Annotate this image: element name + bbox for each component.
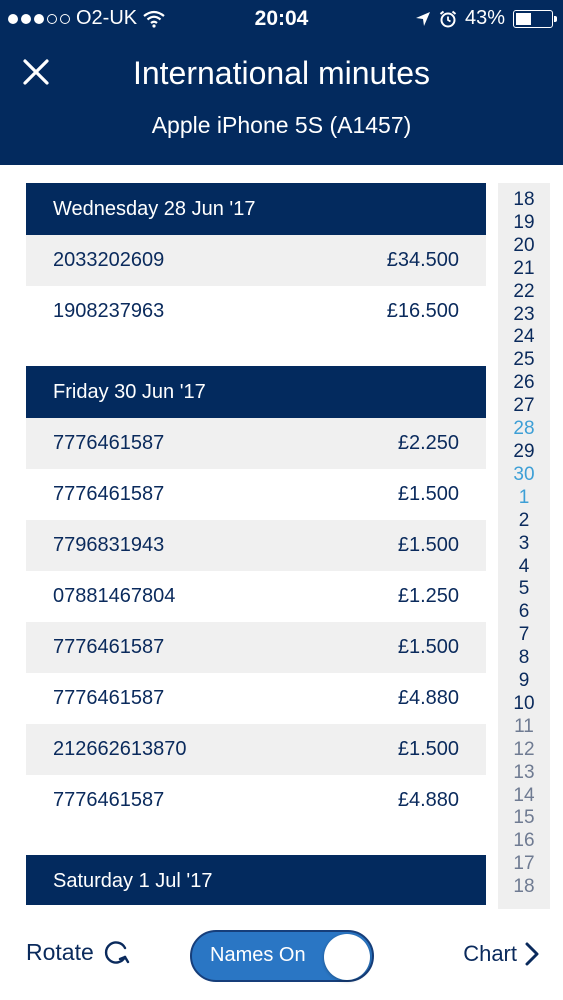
date-index-item[interactable]: 12 bbox=[513, 738, 535, 760]
call-row[interactable] bbox=[26, 673, 486, 724]
page-title: International minutes bbox=[132, 55, 431, 91]
date-index-item[interactable]: 10 bbox=[513, 692, 535, 714]
call-cost: £2.250 bbox=[397, 432, 459, 454]
date-index-item[interactable]: 18 bbox=[513, 876, 535, 898]
call-row[interactable] bbox=[26, 622, 486, 673]
day-header: Friday 30 Jun '17 bbox=[26, 366, 486, 418]
rotate-icon bbox=[104, 940, 130, 966]
app-header bbox=[0, 0, 563, 165]
call-cost: £1.500 bbox=[397, 483, 459, 505]
bottom-toolbar bbox=[0, 922, 563, 1000]
date-index-item[interactable]: 20 bbox=[513, 234, 535, 256]
date-index-item[interactable]: 26 bbox=[513, 372, 535, 394]
section-gap bbox=[26, 826, 486, 855]
day-header: Saturday 1 Jul '17 bbox=[26, 855, 486, 905]
date-index-item[interactable]: 1 bbox=[518, 486, 530, 508]
date-index-scrubber[interactable] bbox=[498, 183, 550, 909]
toggle-knob[interactable] bbox=[324, 934, 370, 980]
date-index-item[interactable]: 9 bbox=[518, 670, 530, 692]
date-index-item[interactable]: 6 bbox=[518, 601, 530, 623]
date-index-item[interactable]: 18 bbox=[513, 189, 535, 210]
date-index-item[interactable]: 16 bbox=[513, 830, 535, 852]
call-cost: £1.500 bbox=[397, 738, 459, 760]
date-index-item[interactable]: 13 bbox=[513, 761, 535, 783]
call-row[interactable] bbox=[26, 418, 486, 469]
call-cost: £4.880 bbox=[397, 789, 459, 811]
date-index-item[interactable]: 23 bbox=[513, 303, 535, 325]
call-cost: £16.500 bbox=[386, 300, 459, 322]
date-index-item[interactable]: 3 bbox=[518, 532, 530, 554]
call-row[interactable] bbox=[26, 724, 486, 775]
device-subtitle: Apple iPhone 5S (A1457) bbox=[151, 112, 412, 138]
names-toggle-label: Names On bbox=[210, 944, 306, 966]
battery-percent: 43% bbox=[464, 7, 505, 29]
date-index-item[interactable]: 25 bbox=[513, 349, 535, 371]
date-index-item[interactable]: 4 bbox=[518, 555, 530, 577]
date-index-item[interactable]: 29 bbox=[513, 440, 535, 462]
chart-label: Chart bbox=[463, 941, 517, 966]
call-number: 212662613870 bbox=[53, 738, 187, 760]
section-gap bbox=[26, 337, 486, 366]
date-index-item[interactable]: 27 bbox=[513, 395, 535, 417]
call-number: 7776461587 bbox=[53, 789, 165, 811]
call-cost: £34.500 bbox=[386, 249, 459, 271]
call-list[interactable] bbox=[26, 183, 486, 905]
date-index-item[interactable]: 14 bbox=[513, 784, 535, 806]
date-index-item[interactable]: 11 bbox=[514, 715, 534, 737]
rotate-button[interactable] bbox=[26, 939, 130, 966]
call-number: 7776461587 bbox=[53, 483, 165, 505]
date-index-item[interactable]: 17 bbox=[513, 853, 535, 875]
call-number: 7796831943 bbox=[53, 534, 165, 556]
call-row[interactable] bbox=[26, 286, 486, 337]
date-index-item[interactable]: 15 bbox=[513, 807, 535, 829]
battery-level-fill bbox=[516, 13, 531, 25]
call-cost: £1.500 bbox=[397, 636, 459, 658]
chevron-right-icon bbox=[525, 942, 539, 966]
date-index-item[interactable]: 28 bbox=[513, 418, 535, 440]
call-number: 1908237963 bbox=[53, 300, 165, 322]
call-row[interactable] bbox=[26, 520, 486, 571]
call-number: 2033202609 bbox=[53, 249, 165, 271]
call-row[interactable] bbox=[26, 235, 486, 286]
call-number: 7776461587 bbox=[53, 636, 165, 658]
location-arrow-icon bbox=[415, 11, 431, 27]
status-right bbox=[415, 7, 553, 30]
battery-icon bbox=[513, 10, 553, 28]
day-header: Wednesday 28 Jun '17 bbox=[26, 183, 486, 235]
date-index-item[interactable]: 7 bbox=[518, 624, 530, 646]
rotate-label: Rotate bbox=[26, 939, 94, 965]
status-bar bbox=[0, 0, 563, 38]
call-number: 7776461587 bbox=[53, 432, 165, 454]
call-number: 07881467804 bbox=[53, 585, 176, 607]
date-index-item[interactable]: 5 bbox=[518, 578, 530, 600]
date-index-item[interactable]: 2 bbox=[518, 509, 530, 531]
date-index-item[interactable]: 21 bbox=[513, 257, 535, 279]
date-index-item[interactable]: 8 bbox=[518, 647, 530, 669]
names-toggle[interactable] bbox=[190, 930, 374, 982]
date-index-item[interactable]: 30 bbox=[513, 463, 535, 485]
date-index-item[interactable]: 22 bbox=[513, 280, 535, 302]
call-cost: £1.500 bbox=[397, 534, 459, 556]
chart-button[interactable] bbox=[463, 941, 539, 967]
call-row[interactable] bbox=[26, 775, 486, 826]
date-index-item[interactable]: 19 bbox=[513, 211, 535, 233]
call-number: 7776461587 bbox=[53, 687, 165, 709]
call-cost: £1.250 bbox=[397, 585, 459, 607]
call-cost: £4.880 bbox=[397, 687, 459, 709]
alarm-clock-icon bbox=[439, 10, 457, 28]
call-row[interactable] bbox=[26, 469, 486, 520]
carrier-name: O2-UK bbox=[76, 7, 138, 29]
call-row[interactable] bbox=[26, 571, 486, 622]
status-time: 20:04 bbox=[254, 7, 309, 30]
date-index-item[interactable]: 24 bbox=[513, 326, 535, 348]
